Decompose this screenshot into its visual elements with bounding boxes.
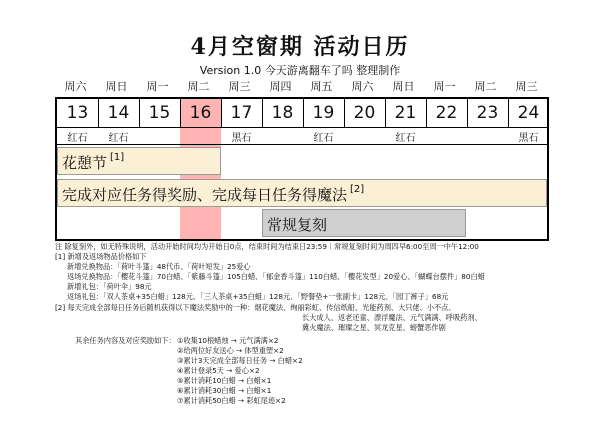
weekday-label: 周日 bbox=[392, 80, 415, 93]
divider bbox=[180, 99, 181, 127]
day-cell: 15 bbox=[148, 103, 171, 123]
day-cell: 19 bbox=[312, 103, 335, 123]
event-label: 花憩节 [1] bbox=[62, 152, 125, 172]
day-cell: 14 bbox=[107, 103, 130, 123]
divider bbox=[262, 99, 263, 127]
task-item: ①收集10根蜡烛 → 元气满满×2 bbox=[177, 336, 279, 345]
task-item: ②给两位好友送心 → 体型重塑×2 bbox=[177, 346, 284, 355]
note-line: 新增礼包：「荷叶伞」98元 bbox=[67, 282, 152, 291]
day-cell: 20 bbox=[353, 103, 376, 123]
divider bbox=[98, 99, 99, 127]
day-cell: 23 bbox=[476, 103, 499, 123]
footnote-ref: [1] bbox=[110, 152, 125, 163]
tasks-title: 其余任务内容及对应奖励如下： bbox=[75, 336, 176, 345]
weekday-label: 周日 bbox=[105, 80, 128, 93]
note-line: 返场礼包：「双人茶桌+35白蜡」128元、「三人茶桌+35白蜡」128元、「野餐垫+一张副卡」128元、「园丁裤子」68元 bbox=[67, 292, 449, 301]
event-label: 常规复刻 bbox=[267, 216, 328, 234]
task-item: ④累计登录5天 → 爱心×2 bbox=[177, 366, 260, 375]
task-item: ⑤累计消耗10白蜡 → 白蜡×1 bbox=[177, 376, 272, 385]
note-line: 新增兑换物品：「荷叶斗篷」48代币、「荷叶短发」25爱心 bbox=[67, 262, 251, 271]
page-subtitle: Version 1.0 今天游离翻车了吗 整理制作 bbox=[199, 64, 401, 77]
day-cell: 13 bbox=[66, 103, 89, 123]
weekday-label: 周一 bbox=[433, 80, 456, 93]
weekday-header-row bbox=[55, 78, 547, 92]
divider bbox=[508, 99, 509, 127]
event-bar-rerun[interactable] bbox=[262, 209, 466, 237]
divider bbox=[467, 99, 468, 127]
day-cell-highlighted: 16 bbox=[189, 103, 212, 123]
divider bbox=[303, 99, 304, 127]
note-line: [1] 新增及返场物品价格如下 bbox=[55, 252, 147, 261]
event-bar-daily-tasks[interactable] bbox=[57, 179, 547, 207]
shard-tag: 红石 bbox=[313, 133, 334, 144]
weekday-label: 周一 bbox=[146, 80, 169, 93]
weekday-label: 周二 bbox=[187, 80, 210, 93]
day-cell: 22 bbox=[435, 103, 458, 123]
divider bbox=[426, 99, 427, 127]
day-cell: 17 bbox=[230, 103, 253, 123]
task-item: ⑦累计消耗50白蜡 → 彩虹尾迹×2 bbox=[177, 396, 286, 405]
day-cell: 21 bbox=[394, 103, 417, 123]
divider bbox=[221, 99, 222, 127]
divider bbox=[139, 99, 140, 127]
note-line: 冀火魔法、璀璨之星、冥龙克星、螃蟹恶作剧 bbox=[302, 323, 446, 332]
shard-tag: 红石 bbox=[67, 133, 88, 144]
page-title: 4月空窗期 活动日历 bbox=[190, 34, 410, 60]
note-line: [2] 每天完成全部每日任务后随机获得以下魔法奖励中的一种：烟花魔法、绚丽彩虹、传信纸船、光能药剂、大只佬、小不点、 bbox=[55, 303, 456, 312]
shard-tag: 黑石 bbox=[231, 133, 252, 144]
note-line: 返场兑换物品：「樱花斗篷」70白蜡、「紫藤斗篷」105白蜡、「郁金香斗篷」110白蜡、「樱花发型」20爱心、「蝴蝶台摆件」80白蜡 bbox=[67, 272, 485, 281]
shard-tag: 黑石 bbox=[518, 133, 539, 144]
weekday-label: 周二 bbox=[474, 80, 497, 93]
shard-tag-row bbox=[57, 128, 547, 144]
day-cell: 18 bbox=[271, 103, 294, 123]
weekday-label: 周六 bbox=[351, 80, 374, 93]
shard-tag: 红石 bbox=[108, 133, 129, 144]
weekday-label: 周三 bbox=[515, 80, 538, 93]
divider bbox=[385, 99, 386, 127]
event-label: 完成对应任务得奖励、完成每日任务得魔法 [2] bbox=[62, 184, 365, 204]
note-line: 长大成人、返老还童、漂浮魔法、元气满满、呼吸药剂、 bbox=[302, 313, 482, 322]
weekday-label: 周六 bbox=[64, 80, 87, 93]
event-bar-flower-festival[interactable] bbox=[57, 147, 221, 175]
divider bbox=[344, 99, 345, 127]
day-cell: 24 bbox=[517, 103, 540, 123]
weekday-label: 周三 bbox=[228, 80, 251, 93]
divider bbox=[57, 144, 547, 145]
note-line: 注 除复刻外，如无特殊说明，活动开始时间均为开始日0点，结束时间为结束日23:59｜常规复刻时间为周四早6:00至周一中午12:00 bbox=[55, 242, 479, 251]
calendar-grid bbox=[55, 97, 549, 241]
weekday-label: 周五 bbox=[310, 80, 333, 93]
footnote-ref: [2] bbox=[350, 184, 365, 195]
shard-tag: 红石 bbox=[395, 133, 416, 144]
task-item: ③累计3天完成全部每日任务 → 白蜡×2 bbox=[177, 356, 303, 365]
weekday-label: 周四 bbox=[269, 80, 292, 93]
task-item: ⑥累计消耗30白蜡 → 白蜡×1 bbox=[177, 386, 272, 395]
